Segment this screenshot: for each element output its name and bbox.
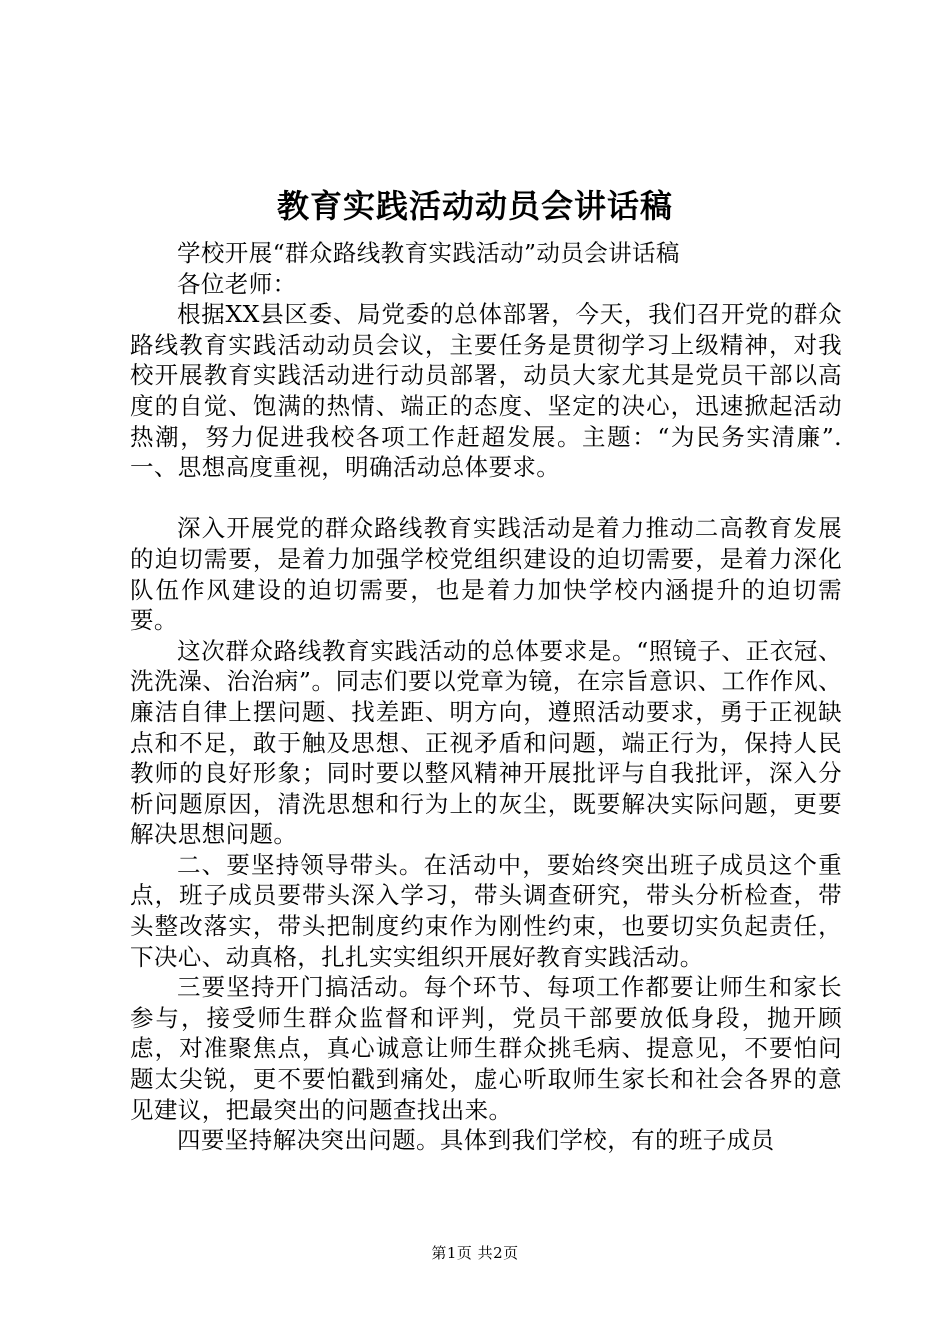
paragraph-leadership: 二、要坚持领导带头。在活动中，要始终突出班子成员这个重点，班子成员要带头深入学习，带头调查研究，带头分析检查，带头整改落实，带头把制度约束作为刚性约束，也要切实负起责任，下决心、动真格，扎扎实实组织开展好教育实践活动。 xyxy=(130,850,842,971)
paragraph-requirements: 这次群众路线教育实践活动的总体要求是。“照镜子、正衣冠、洗洗澡、治治病”。同志们要以党章为镜，在宗旨意识、工作作风、廉洁自律上摆问题、找差距、明方向，遵照活动要求，勇于正视缺点和不足，敢于触及思想、正视矛盾和问题，端正行为，保持人民教师的良好形象；同时要以整风精神开展批评与自我批评，深入分析问题原因，清洗思想和行为上的灰尘，既要解决实际问题，更要解决思想问题。 xyxy=(130,636,842,849)
paragraph-significance: 深入开展党的群众路线教育实践活动是着力推动二高教育发展的迫切需要，是着力加强学校党组织建设的迫切需要，是着力深化队伍作风建设的迫切需要，也是着力加快学校内涵提升的迫切需要。 xyxy=(130,514,842,635)
paragraph-problems: 四要坚持解决突出问题。具体到我们学校，有的班子成员 xyxy=(177,1126,775,1155)
paragraph-intro: 根据XX县区委、局党委的总体部署，今天，我们召开党的群众路线教育实践活动动员会议，主要任务是贯彻学习上级精神，对我校开展教育实践活动进行动员部署，动员大家尤其是党员干部以高度的自觉、饱满的热情、端正的态度、坚定的决心，迅速掀起活动热潮，努力促进我校各项工作赶超发展。主题：“为民务实清廉”.一、思想高度重视，明确活动总体要求。 xyxy=(130,300,842,482)
paragraph-subtitle: 学校开展“群众路线教育实践活动”动员会讲话稿 xyxy=(177,239,680,267)
page-number-footer: 第1页 共2页 xyxy=(431,1244,519,1262)
document-title: 教育实践活动动员会讲话稿 xyxy=(276,187,673,225)
document-body xyxy=(130,238,842,1156)
paragraph-open-activity: 三要坚持开门搞活动。每个环节、每项工作都要让师生和家长参与，接受师生群众监督和评判，党员干部要放低身段，抛开顾虑，对准聚焦点，真心诚意让师生群众挑毛病、提意见，不要怕问题太尖锐，更不要怕戳到痛处，虚心听取师生家长和社会各界的意见建议，把最突出的问题查找出来。 xyxy=(130,973,842,1124)
paragraph-salutation: 各位老师： xyxy=(177,269,297,298)
